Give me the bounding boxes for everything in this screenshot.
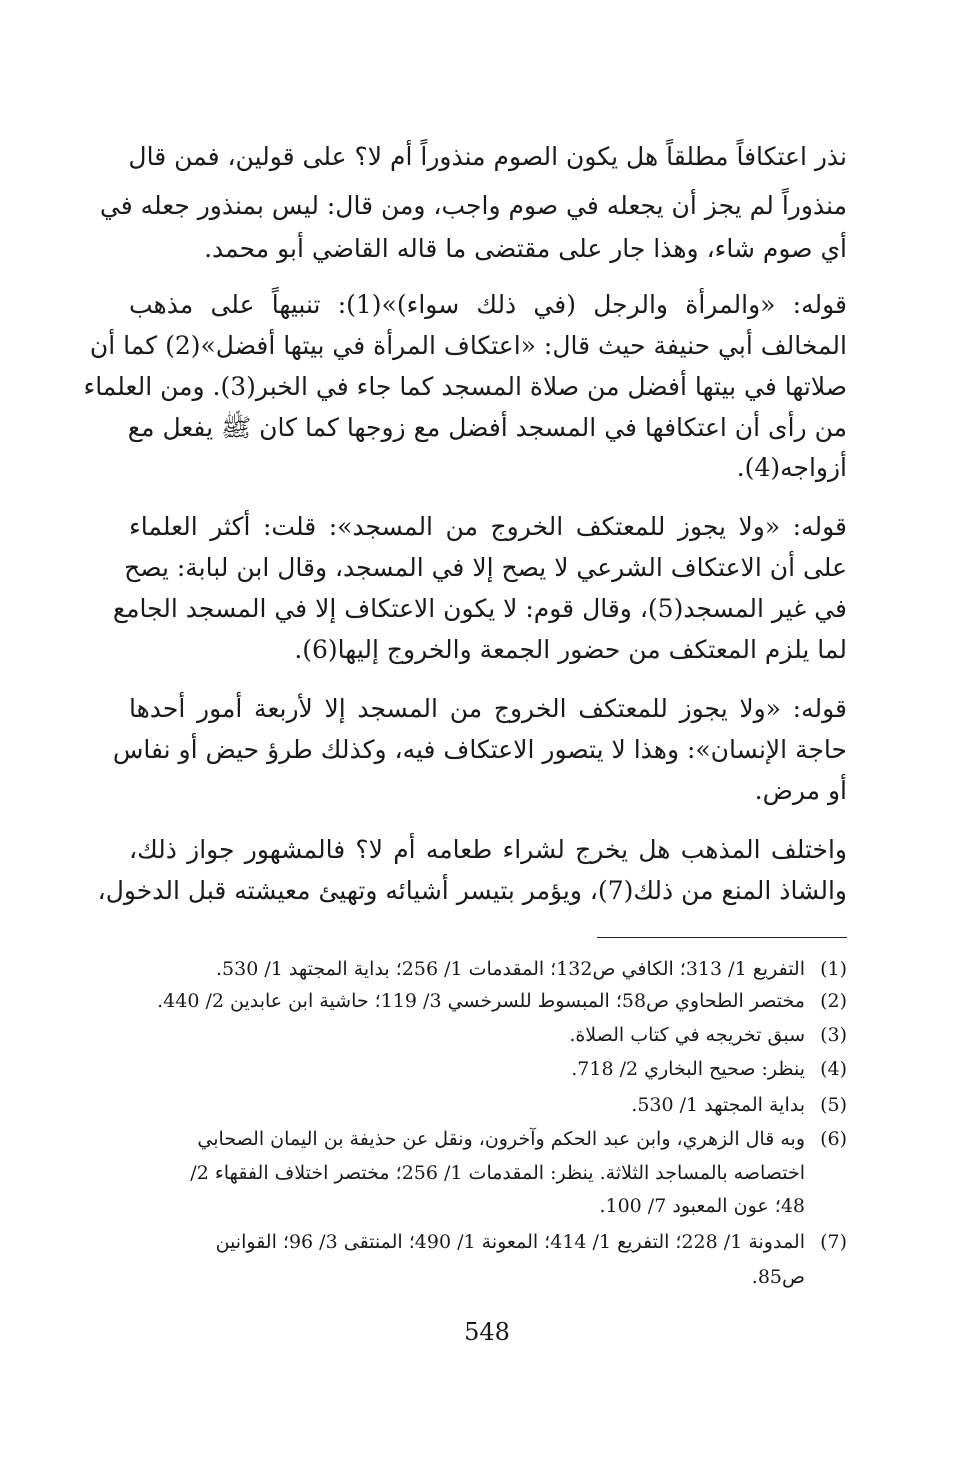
footnote: [129, 985, 847, 1017]
footnote: [129, 1053, 847, 1085]
footnote-text: ينظر: صحيح البخاري 2/ 718.: [571, 1058, 805, 1080]
footnote-continuation: اختصاصه بالمساجد الثلاثة. ينظر: المقدمات 1/ 256؛ مختصر اختلاف الفقهاء 2/: [190, 1162, 805, 1184]
body-line: المخالف أبي حنيفة حيث قال: «اعتكاف المرأة في بيتها أفضل»(2) كما أن: [89, 331, 847, 360]
body-line: والشاذ المنع من ذلك(7)، ويؤمر بتيسر أشيائه وتهيئ معيشته قبل الدخول،: [97, 876, 847, 905]
body-line: على أن الاعتكاف الشرعي لا يصح إلا في المسجد، وقال ابن لبابة: يصح: [124, 553, 847, 582]
body-line: قوله: «والمرأة والرجل (في ذلك سواء)»(1): تنبيهاً على مذهب: [129, 290, 847, 319]
footnote: [129, 1226, 847, 1258]
body-line: حاجة الإنسان»: وهذا لا يتصور الاعتكاف فيه، وكذلك طرؤ حيض أو نفاس: [112, 735, 847, 764]
footnote-continuation: ص85.: [751, 1266, 805, 1288]
footnote-number: (6): [820, 1128, 847, 1150]
footnote: [129, 1089, 847, 1121]
body-line: قوله: «ولا يجوز للمعتكف الخروج من المسجد»: قلت: أكثر العلماء: [129, 512, 847, 541]
footnote-number: (5): [820, 1094, 847, 1116]
body-line: في غير المسجد(5)، وقال قوم: لا يكون الاعتكاف إلا في المسجد الجامع: [112, 594, 847, 623]
body-line: لما يلزم المعتكف من حضور الجمعة والخروج إليها(6).: [294, 635, 847, 664]
footnote-number: (7): [820, 1231, 847, 1253]
footnote: [129, 1019, 847, 1051]
body-line: نذر اعتكافاً مطلقاً هل يكون الصوم منذوراً أم لا؟ على قولين، فمن قال: [128, 142, 847, 171]
body-line: أزواجه(4).: [736, 453, 847, 482]
body-line: منذوراً لم يجز أن يجعله في صوم واجب، ومن قال: ليس بمنذور جعله في: [99, 191, 847, 220]
body-line: قوله: «ولا يجوز للمعتكف الخروج من المسجد إلا لأربعة أمور أحدها: [129, 694, 847, 723]
footnote-text: بداية المجتهد 1/ 530.: [631, 1094, 805, 1116]
body-line: من رأى أن اعتكافها في المسجد أفضل مع زوجها كما كان ﷺ يفعل مع: [127, 413, 847, 442]
footnote-text: المدونة 1/ 228؛ التفريع 1/ 414؛ المعونة 1/ 490؛ المنتقى 3/ 96؛ القوانين: [215, 1231, 805, 1253]
footnote-text: سبق تخريجه في كتاب الصلاة.: [569, 1024, 805, 1046]
page-number: 548: [464, 1318, 510, 1346]
footnote-separator: [597, 937, 847, 938]
footnote-text: مختصر الطحاوي ص58؛ المبسوط للسرخسي 3/ 119؛ حاشية ابن عابدين 2/ 440.: [157, 990, 805, 1012]
footnote-number: (1): [820, 958, 847, 980]
footnote-number: (3): [820, 1024, 847, 1046]
footnote-continuation: 48؛ عون المعبود 7/ 100.: [599, 1195, 805, 1217]
body-line: واختلف المذهب هل يخرج لشراء طعامه أم لا؟ فالمشهور جواز ذلك،: [129, 835, 847, 864]
footnote-number: (4): [820, 1058, 847, 1080]
footnote-number: (2): [820, 990, 847, 1012]
body-line: أي صوم شاء، وهذا جار على مقتضى ما قاله القاضي أبو محمد.: [204, 234, 847, 263]
footnote: [129, 953, 847, 985]
footnote-text: وبه قال الزهري، وابن عبد الحكم وآخرون، ونقل عن حذيفة بن اليمان الصحابي: [197, 1128, 805, 1150]
footnote-text: التفريع 1/ 313؛ الكافي ص132؛ المقدمات 1/ 256؛ بداية المجتهد 1/ 530.: [215, 958, 805, 980]
body-line: أو مرض.: [754, 776, 847, 805]
body-line: صلاتها في بيتها أفضل من صلاة المسجد كما جاء في الخبر(3). ومن العلماء: [83, 372, 847, 401]
footnote: [129, 1123, 847, 1155]
